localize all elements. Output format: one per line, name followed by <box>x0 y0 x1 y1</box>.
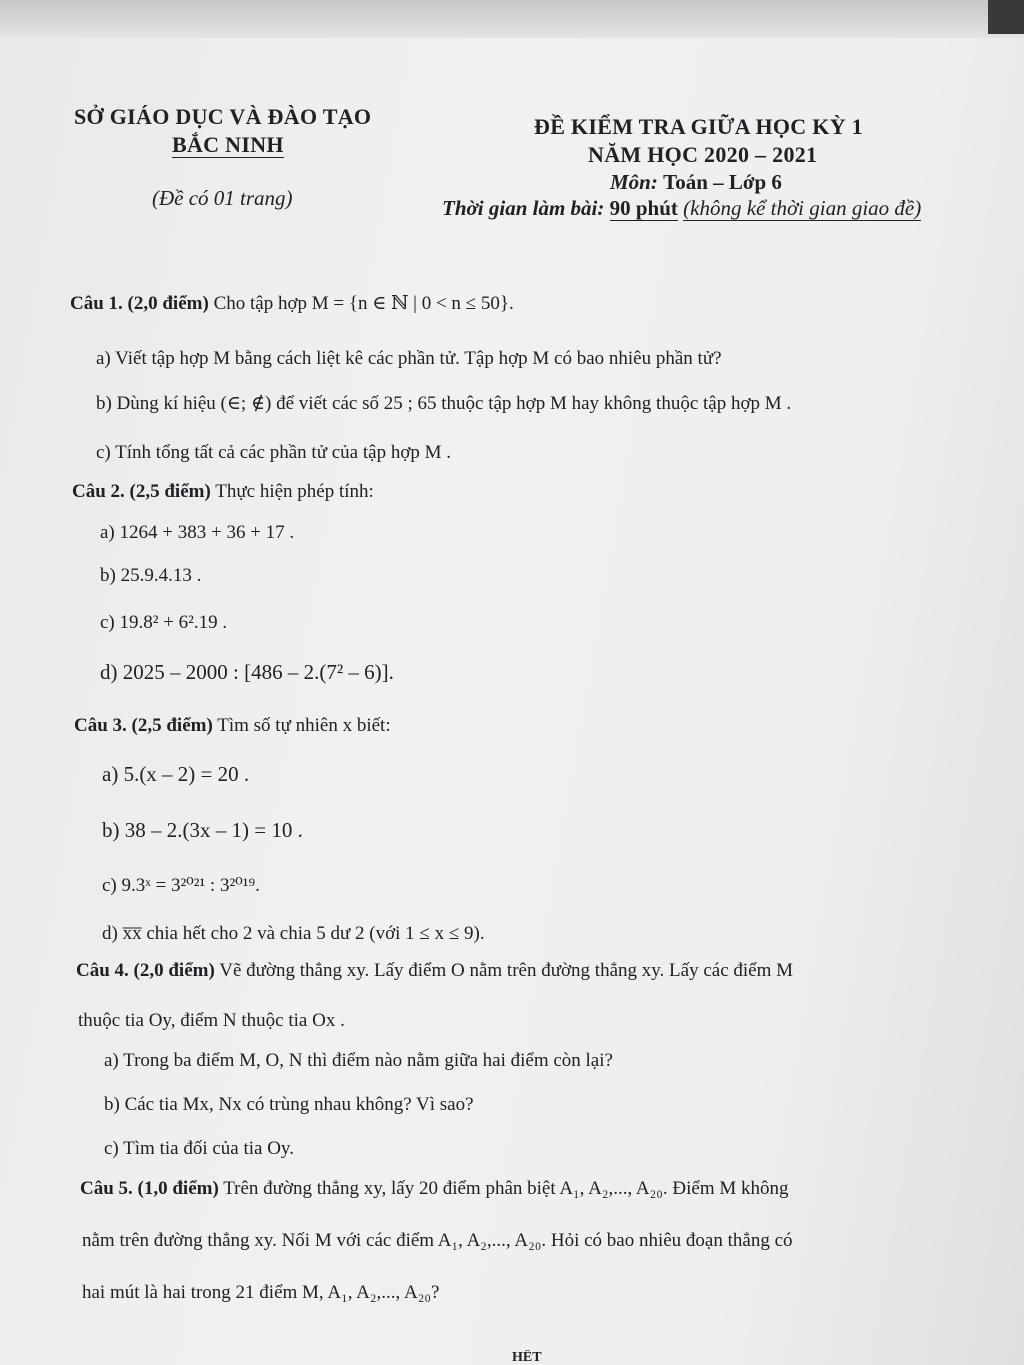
province-name <box>172 132 284 158</box>
question-4 <box>76 960 793 982</box>
question-1-item-c: c) Tính tổng tất cả các phần tử của tập hợp M . <box>96 442 452 463</box>
question-4-text: Vẽ đường thẳng xy. Lấy điểm O nằm trên đường thẳng xy. Lấy các điểm M <box>219 960 794 981</box>
question-5-label: Câu 5. (1,0 điểm) <box>80 1178 219 1199</box>
department-name: SỞ GIÁO DỤC VÀ ĐÀO TẠO <box>74 104 372 129</box>
question-3-item-b: b) 38 – 2.(3x – 1) = 10 . <box>102 818 303 842</box>
question-2-item-b: b) 25.9.4.13 . <box>100 565 202 586</box>
question-3-label: Câu 3. (2,5 điểm) <box>74 715 213 736</box>
question-3-text: Tìm số tự nhiên x biết: <box>217 715 391 736</box>
subject-line <box>610 170 782 195</box>
question-1-label: Câu 1. (2,0 điểm) <box>70 293 209 314</box>
question-1-item-a: a) Viết tập hợp M bằng cách liệt kê các phần tử. Tập hợp M có bao nhiêu phần tử? <box>96 348 722 369</box>
question-2-item-a: a) 1264 + 383 + 36 + 17 . <box>100 522 295 543</box>
question-5-text-cont-2: hai mút là hai trong 21 điểm M, A₁, A₂,..., A₂₀? <box>82 1282 440 1303</box>
question-1-item-b: b) Dùng kí hiệu (∈; ∉) để viết các số 25 ; 65 thuộc tập hợp M hay không thuộc tập hợp M . <box>96 393 792 414</box>
question-3-item-c: c) 9.3ˣ = 3²⁰²¹ : 3²⁰¹⁹. <box>102 875 260 896</box>
question-4-item-a: a) Trong ba điểm M, O, N thì điểm nào nằm giữa hai điểm còn lại? <box>104 1050 613 1071</box>
time-value: 90 phút <box>609 196 678 220</box>
subject-label: Môn: <box>610 170 658 194</box>
question-4-text-cont: thuộc tia Oy, điểm N thuộc tia Ox . <box>78 1010 345 1031</box>
paper-top-edge <box>0 0 1024 38</box>
time-label: Thời gian làm bài: <box>442 196 605 220</box>
question-5-text-cont: nằm trên đường thẳng xy. Nối M với các điểm A₁, A₂,..., A₂₀. Hỏi có bao nhiêu đoạn thẳng có <box>82 1230 793 1251</box>
question-4-label: Câu 4. (2,0 điểm) <box>76 960 215 981</box>
province-name-text: BẮC NINH <box>172 132 284 157</box>
subject-value: Toán – Lớp 6 <box>663 170 782 194</box>
dark-corner <box>988 0 1024 34</box>
time-note: (không kể thời gian giao đề) <box>683 196 922 220</box>
page-count-note: (Đề có 01 trang) <box>152 186 293 210</box>
question-2-label: Câu 2. (2,5 điểm) <box>72 481 211 502</box>
time-line <box>442 196 921 221</box>
question-2-item-d: d) 2025 – 2000 : [486 – 2.(7² – 6)]. <box>100 660 394 684</box>
question-3-item-a: a) 5.(x – 2) = 20 . <box>102 762 250 786</box>
end-marker: HẾT <box>512 1350 542 1365</box>
question-2-item-c: c) 19.8² + 6².19 . <box>100 612 228 633</box>
question-4-item-c: c) Tìm tia đối của tia Oy. <box>104 1138 294 1159</box>
question-3-item-d: d) x̅x̅ chia hết cho 2 và chia 5 dư 2 (với 1 ≤ x ≤ 9). <box>102 923 485 944</box>
exam-title: ĐỀ KIỂM TRA GIỮA HỌC KỲ 1 <box>534 114 863 139</box>
question-1-text: Cho tập hợp M = {n ∈ ℕ | 0 < n ≤ 50}. <box>213 293 514 314</box>
question-3 <box>74 715 391 737</box>
question-5-text: Trên đường thẳng xy, lấy 20 điểm phân biệt A₁, A₂,..., A₂₀. Điểm M không <box>223 1178 789 1199</box>
question-1 <box>70 292 514 315</box>
school-year: NĂM HỌC 2020 – 2021 <box>588 142 818 167</box>
question-2-text: Thực hiện phép tính: <box>215 481 374 502</box>
question-5 <box>80 1178 789 1200</box>
question-2 <box>72 481 374 503</box>
question-4-item-b: b) Các tia Mx, Nx có trùng nhau không? Vì sao? <box>104 1094 474 1115</box>
